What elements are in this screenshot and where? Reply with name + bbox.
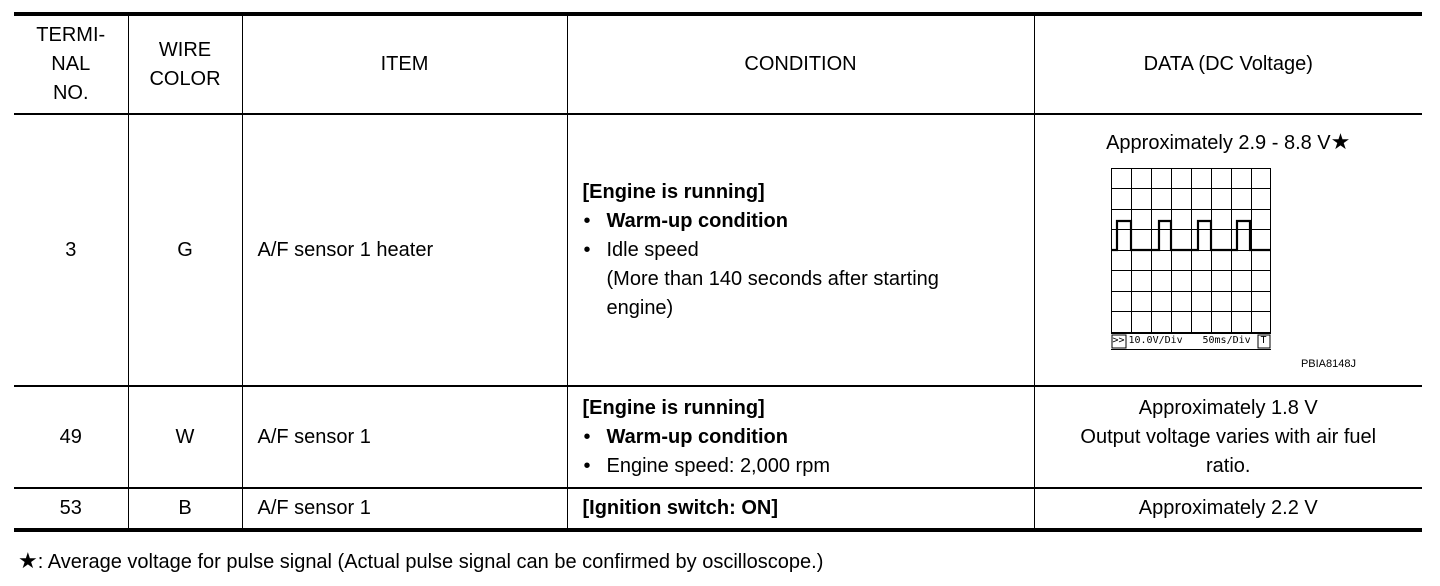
condition-cell bbox=[567, 488, 1034, 530]
header-wire-line: COLOR bbox=[149, 67, 221, 90]
condition-cell bbox=[567, 386, 1034, 488]
condition-bullet-text: • Idle speed bbox=[606, 238, 699, 261]
header-wire-color bbox=[128, 14, 242, 114]
header-condition: CONDITION bbox=[567, 14, 1034, 114]
condition-bullet bbox=[583, 236, 1034, 323]
header-terminal-no bbox=[14, 14, 128, 114]
header-terminal-line: NO. bbox=[52, 82, 89, 104]
trigger-marker: T bbox=[1260, 335, 1267, 346]
header-terminal-line: NAL bbox=[51, 53, 91, 75]
condition-note: engine) bbox=[606, 296, 674, 319]
table-header-row bbox=[14, 14, 1422, 114]
footnote bbox=[18, 548, 823, 575]
condition-bullet: • Engine speed: 2,000 rpm bbox=[583, 452, 1034, 481]
table-row bbox=[14, 386, 1422, 488]
data-line: Output voltage varies with air fuel bbox=[1080, 425, 1377, 448]
condition-heading: [Engine is running] bbox=[582, 180, 765, 203]
star-icon: ★ bbox=[18, 548, 38, 573]
data-cell bbox=[1034, 114, 1422, 386]
condition-heading: [Engine is running] bbox=[582, 396, 765, 419]
range-marker: >> bbox=[1112, 335, 1125, 346]
header-data: DATA (DC Voltage) bbox=[1034, 14, 1422, 114]
oscilloscope-figure bbox=[1111, 168, 1271, 351]
terminal-cell: 53 bbox=[14, 488, 128, 530]
item-cell: A/F sensor 1 bbox=[242, 488, 567, 530]
data-cell bbox=[1034, 386, 1422, 488]
terminal-cell: 3 bbox=[14, 114, 128, 386]
data-line: ratio. bbox=[1206, 454, 1251, 477]
figure-id: PBIA8148J bbox=[1300, 358, 1356, 370]
volts-per-div: 10.0V/Div bbox=[1128, 335, 1183, 346]
terminal-data-table bbox=[14, 12, 1422, 532]
terminal-cell: 49 bbox=[14, 386, 128, 488]
data-line: Approximately 1.8 V bbox=[1138, 396, 1318, 419]
condition-cell bbox=[567, 114, 1034, 386]
condition-bullet: • Warm-up condition bbox=[583, 423, 1034, 452]
header-item: ITEM bbox=[242, 14, 567, 114]
data-cell: Approximately 2.2 V bbox=[1034, 488, 1422, 530]
wire-color-cell: W bbox=[128, 386, 242, 488]
oscilloscope-labels bbox=[1111, 333, 1271, 351]
data-value-text: Approximately 2.9 - 8.8 V bbox=[1106, 132, 1331, 154]
header-wire-line: WIRE bbox=[158, 38, 212, 61]
data-value bbox=[1035, 127, 1423, 158]
table-row bbox=[14, 114, 1422, 386]
header-terminal-line: TERMI- bbox=[36, 24, 106, 46]
condition-bullet: • Warm-up condition bbox=[583, 207, 1034, 236]
time-per-div: 50ms/Div bbox=[1202, 335, 1251, 346]
footnote-text: : Average voltage for pulse signal (Actual pulse signal can be confirmed by oscilloscope.) bbox=[37, 551, 824, 573]
wire-color-cell: B bbox=[128, 488, 242, 530]
condition-note: (More than 140 seconds after starting bbox=[606, 267, 939, 290]
item-cell: A/F sensor 1 bbox=[242, 386, 567, 488]
star-icon: ★ bbox=[1330, 129, 1351, 154]
wire-color-cell: G bbox=[128, 114, 242, 386]
item-cell: A/F sensor 1 heater bbox=[242, 114, 567, 386]
condition-heading: [Ignition switch: ON] bbox=[582, 497, 779, 519]
oscilloscope-grid bbox=[1111, 168, 1271, 351]
table-row bbox=[14, 488, 1422, 530]
